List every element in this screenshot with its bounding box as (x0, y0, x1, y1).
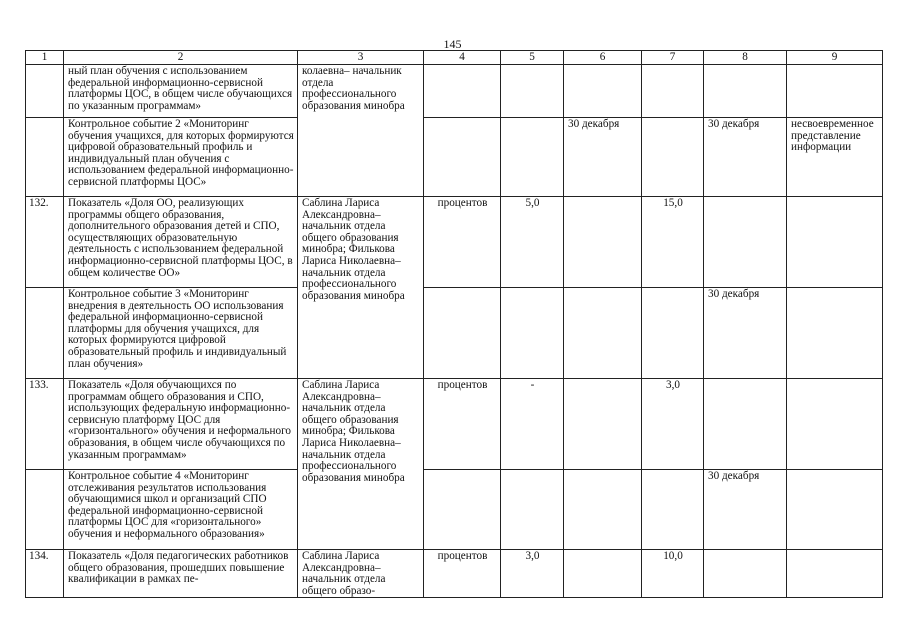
value-col5: 3,0 (501, 550, 564, 598)
unit-cell (424, 288, 501, 379)
row-number (26, 65, 64, 118)
value-col6 (564, 65, 642, 118)
value-col7: 15,0 (642, 197, 704, 288)
table-row (26, 197, 883, 288)
indicator-cell: Контрольное событие 4 «Мониторинг отслеживания результатов использования обучающимися школ и организаций СПО федеральной информационно-сервисной платформы ЦОС для «горизонтального» обучения и неформального образования» (64, 470, 298, 550)
value-col9 (787, 379, 883, 470)
value-col8 (704, 197, 787, 288)
indicator-cell: Показатель «Доля обучающихся по программам общего образования и СПО, использующих федеральную информационно-сервисную платформу ЦОС для «горизонтального» обучения и неформального образования, в общем числе обучающихся по указанным программам» (64, 379, 298, 470)
value-col8: 30 декабря (704, 288, 787, 379)
responsible-cell: Саблина Лариса Александровна– начальник отдела общего образования минобра; Филькова Лариса Николаевна– начальник отдела профессионального образования минобра (298, 379, 424, 550)
indicator-cell: Контрольное событие 3 «Мониторинг внедрения в деятельность ОО использования федеральной информационно-сервисной платформы для обучения учащихся, для которых формируются цифровой образовательный профиль и индивидуальный план обучения» (64, 288, 298, 379)
value-col9: несвоевременное представление информации (787, 118, 883, 197)
value-col6 (564, 197, 642, 288)
value-col7 (642, 65, 704, 118)
unit-cell (424, 118, 501, 197)
value-col9 (787, 65, 883, 118)
value-col6 (564, 379, 642, 470)
table-row (26, 118, 883, 197)
table-row (26, 379, 883, 470)
value-col5: 5,0 (501, 197, 564, 288)
value-col8: 30 декабря (704, 118, 787, 197)
value-col9 (787, 470, 883, 550)
col-header-4: 4 (424, 51, 501, 65)
value-col9 (787, 288, 883, 379)
table-row (26, 288, 883, 379)
col-header-8: 8 (704, 51, 787, 65)
col-header-3: 3 (298, 51, 424, 65)
value-col5 (501, 470, 564, 550)
col-header-9: 9 (787, 51, 883, 65)
unit-cell: процентов (424, 197, 501, 288)
table-row (26, 470, 883, 550)
value-col5 (501, 118, 564, 197)
table-row (26, 65, 883, 118)
value-col7 (642, 288, 704, 379)
unit-cell: процентов (424, 550, 501, 598)
unit-cell: процентов (424, 379, 501, 470)
col-header-2: 2 (64, 51, 298, 65)
value-col6 (564, 550, 642, 598)
value-col6 (564, 288, 642, 379)
row-number: 133. (26, 379, 64, 470)
responsible-cell: Саблина Лариса Александровна– начальник отдела общего образо- (298, 550, 424, 598)
responsible-cell: колаевна– начальник отдела профессионального образования минобра (298, 65, 424, 197)
value-col7 (642, 118, 704, 197)
value-col5 (501, 65, 564, 118)
value-col5 (501, 288, 564, 379)
unit-cell (424, 470, 501, 550)
indicator-cell: Показатель «Доля педагогических работников общего образования, прошедших повышение квалификации в рамках пе- (64, 550, 298, 598)
value-col8 (704, 379, 787, 470)
col-header-1: 1 (26, 51, 64, 65)
page-number: 145 (443, 37, 462, 51)
value-col8 (704, 65, 787, 118)
row-number (26, 118, 64, 197)
table-row (26, 550, 883, 598)
col-header-5: 5 (501, 51, 564, 65)
value-col7: 3,0 (642, 379, 704, 470)
row-number (26, 288, 64, 379)
row-number: 134. (26, 550, 64, 598)
value-col5: - (501, 379, 564, 470)
value-col9 (787, 550, 883, 598)
unit-cell (424, 65, 501, 118)
value-col7: 10,0 (642, 550, 704, 598)
header-row (26, 51, 883, 65)
responsible-cell: Саблина Лариса Александровна– начальник отдела общего образования минобра; Филькова Лариса Николаевна– начальник отдела профессионального образования минобра (298, 197, 424, 379)
value-col8 (704, 550, 787, 598)
value-col7 (642, 470, 704, 550)
col-header-6: 6 (564, 51, 642, 65)
row-number: 132. (26, 197, 64, 288)
value-col8: 30 декабря (704, 470, 787, 550)
value-col9 (787, 197, 883, 288)
indicator-cell: Контрольное событие 2 «Мониторинг обучения учащихся, для которых формируются цифровой образовательный профиль и индивидуальный план обучения с использованием федеральной информационно-сервисной платформы ЦОС» (64, 118, 298, 197)
plan-table (25, 50, 883, 598)
value-col6: 30 декабря (564, 118, 642, 197)
row-number (26, 470, 64, 550)
indicator-cell: ный план обучения с использованием федеральной информационно-сервисной платформы ЦОС, в общем числе обучающихся по указанным программам» (64, 65, 298, 118)
value-col6 (564, 470, 642, 550)
col-header-7: 7 (642, 51, 704, 65)
indicator-cell: Показатель «Доля ОО, реализующих программы общего образования, дополнительного образования детей и СПО, осуществляющих образовательную деятельность с использованием федеральной информационно-сервисной платформы ЦОС, в общем количестве ОО» (64, 197, 298, 288)
